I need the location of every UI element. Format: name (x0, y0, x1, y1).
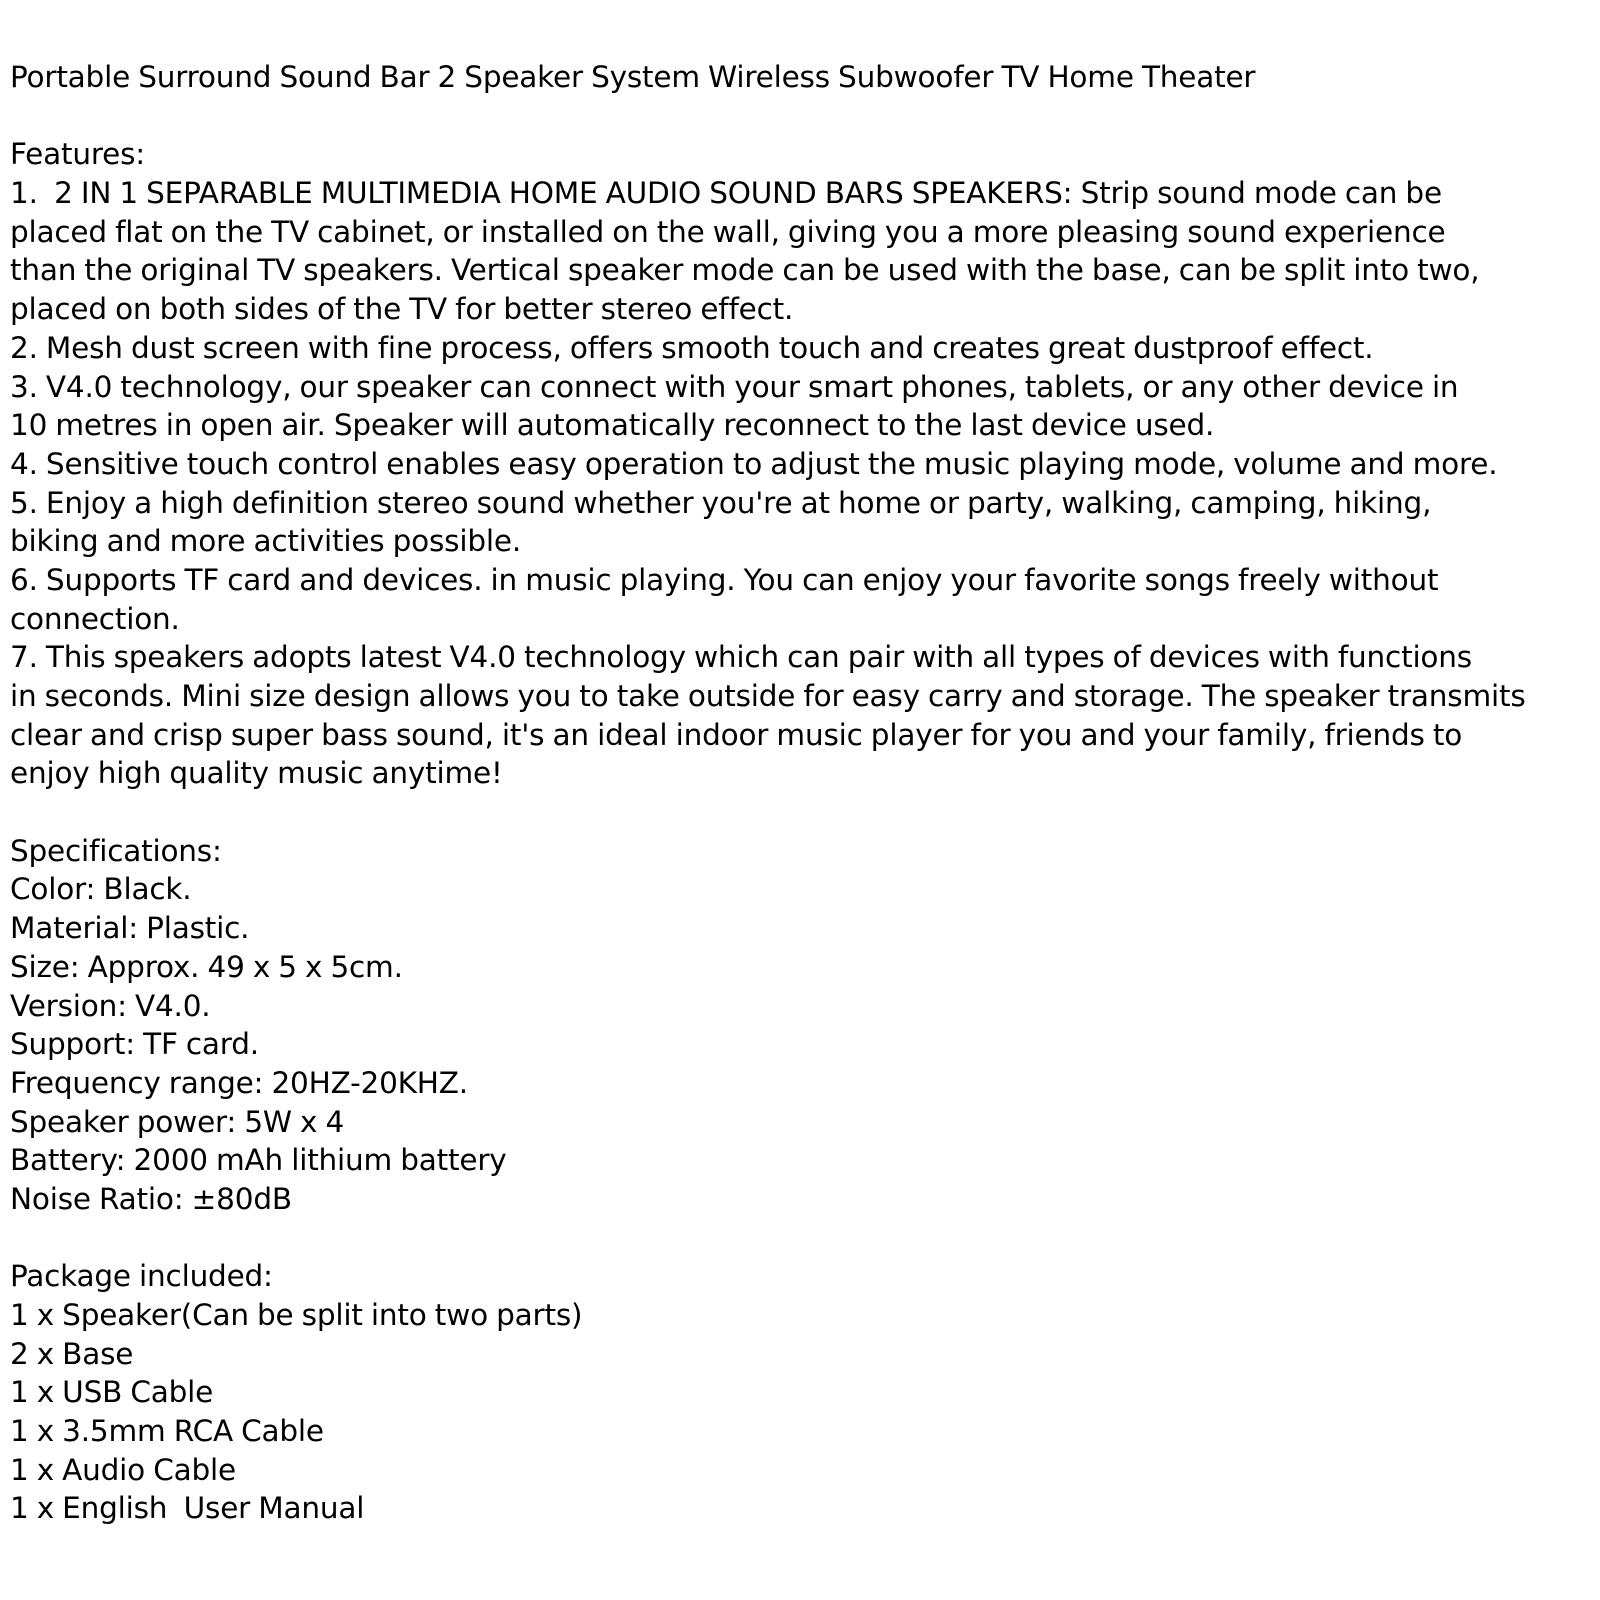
spec-line: Size: Approx. 49 x 5 x 5cm. (10, 949, 403, 984)
spec-line: Support: TF card. (10, 1027, 259, 1062)
feature-line: 1. 2 IN 1 SEPARABLE MULTIMEDIA HOME AUDIO SOUND BARS SPEAKERS: Strip sound mode can be (10, 176, 1442, 211)
features-heading: Features: (10, 137, 145, 172)
feature-line: placed on both sides of the TV for better stereo effect. (10, 292, 794, 327)
product-title: Portable Surround Sound Bar 2 Speaker System Wireless Subwoofer TV Home Theater (10, 60, 1256, 94)
package-heading: Package included: (10, 1259, 273, 1294)
feature-line: connection. (10, 601, 180, 636)
feature-line: 7. This speakers adopts latest V4.0 technology which can pair with all types of devices with functions (10, 640, 1472, 675)
spec-line: Color: Black. (10, 872, 192, 907)
spacer (10, 97, 1590, 136)
feature-line: than the original TV speakers. Vertical speaker mode can be used with the base, can be split into two, (10, 253, 1480, 288)
package-line: 1 x English User Manual (10, 1491, 365, 1526)
feature-line: enjoy high quality music anytime! (10, 756, 503, 791)
feature-line: biking and more activities possible. (10, 524, 521, 559)
feature-line: 6. Supports TF card and devices. in music playing. You can enjoy your favorite songs freely without (10, 562, 1439, 597)
feature-line: 4. Sensitive touch control enables easy operation to adjust the music playing mode, volume and more. (10, 446, 1498, 481)
feature-line: clear and crisp super bass sound, it's an ideal indoor music player for you and your family, friends to (10, 717, 1463, 752)
specifications-section (10, 832, 1590, 1219)
spacer (10, 793, 1590, 832)
package-line: 1 x Speaker(Can be split into two parts) (10, 1298, 583, 1332)
spec-line: Material: Plastic. (10, 911, 250, 946)
spec-line: Noise Ratio: ±80dB (10, 1181, 292, 1216)
package-line: 1 x USB Cable (10, 1375, 214, 1410)
feature-line: in seconds. Mini size design allows you to take outside for easy carry and storage. The speaker transmits (10, 679, 1526, 713)
features-section (10, 135, 1590, 793)
spec-line: Frequency range: 20HZ-20KHZ. (10, 1065, 468, 1100)
specifications-heading: Specifications: (10, 833, 222, 868)
product-description (10, 58, 1590, 1528)
spec-line: Speaker power: 5W x 4 (10, 1104, 345, 1139)
feature-line: 10 metres in open air. Speaker will automatically reconnect to the last device used. (10, 408, 1215, 443)
feature-line: placed flat on the TV cabinet, or installed on the wall, giving you a more pleasing sound experience (10, 214, 1446, 249)
package-line: 1 x Audio Cable (10, 1452, 236, 1487)
package-line: 2 x Base (10, 1336, 134, 1371)
package-line: 1 x 3.5mm RCA Cable (10, 1414, 324, 1449)
feature-line: 3. V4.0 technology, our speaker can connect with your smart phones, tablets, or any other device in (10, 369, 1459, 404)
feature-line: 5. Enjoy a high definition stereo sound whether you're at home or party, walking, camping, hiking, (10, 485, 1432, 520)
spec-line: Battery: 2000 mAh lithium battery (10, 1143, 507, 1178)
spec-line: Version: V4.0. (10, 988, 211, 1023)
feature-line: 2. Mesh dust screen with fine process, offers smooth touch and creates great dustproof effect. (10, 330, 1374, 365)
package-section (10, 1257, 1590, 1528)
spacer (10, 1219, 1590, 1258)
